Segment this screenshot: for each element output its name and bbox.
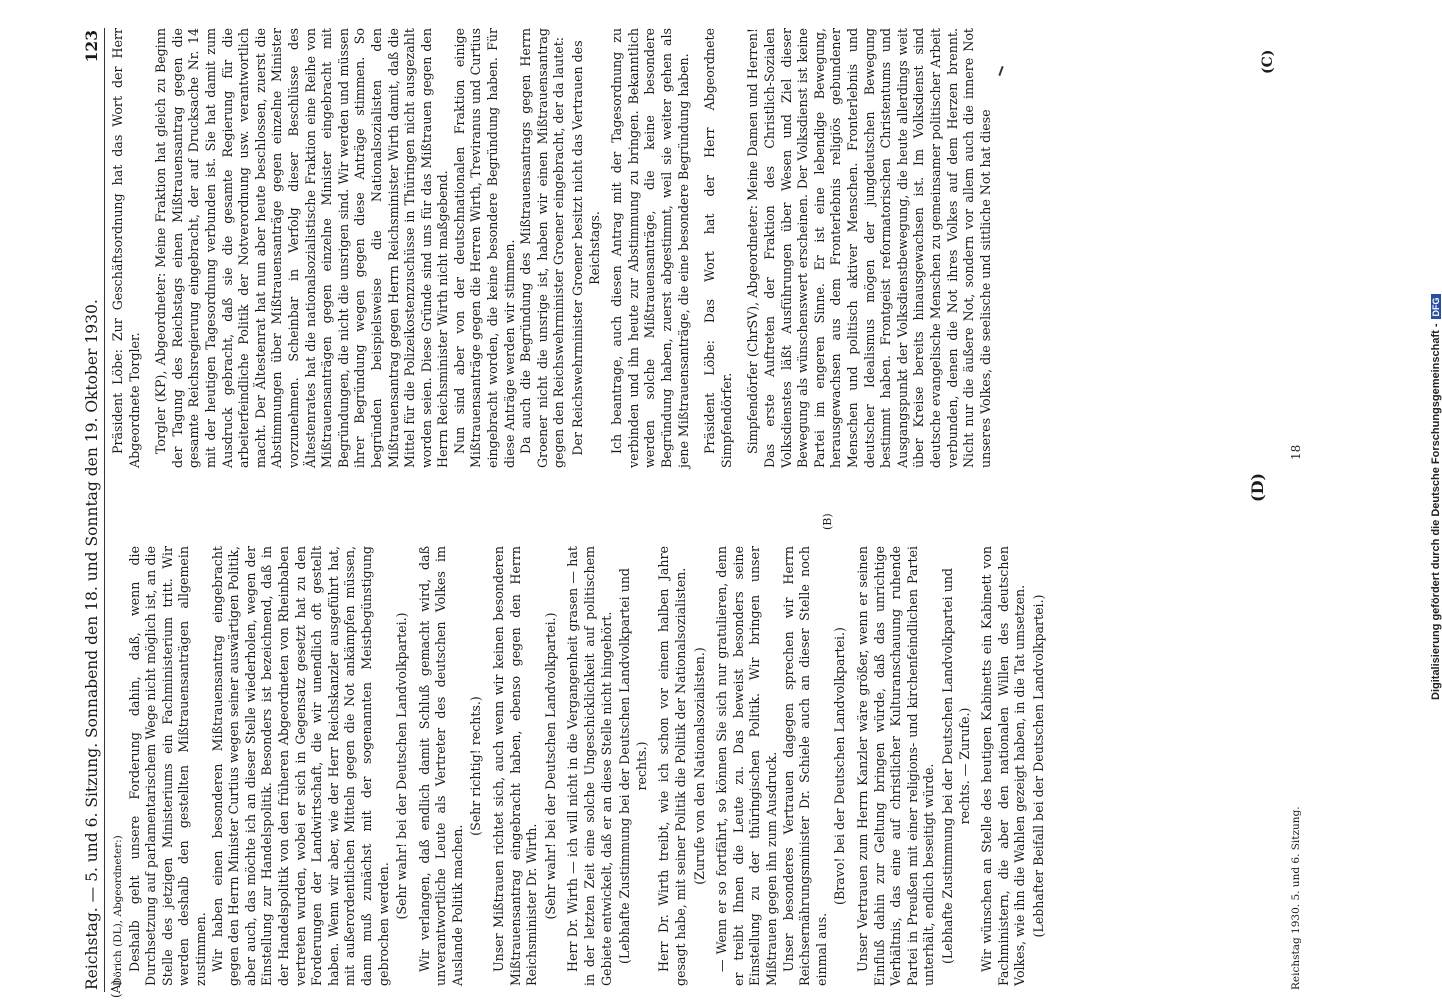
- margin-mark-c: (C): [1260, 49, 1276, 74]
- footer-imprint: Reichstag 1930. 5. und 6. Sitzung.: [1290, 806, 1302, 990]
- rotated-text-block: [80, 0, 1310, 1000]
- paragraph: Deshalb geht unsere Forderung dahin, daß, wenn die Durchsetzung auf parlamentarischem Wege nicht möglich ist, an die Stelle des jetzigen Ministeriums ein Fachministerium tritt. Wir werden deshalb den gestellten Mißtrauensanträgen allgemein zustimmen.: [126, 546, 208, 986]
- interjection: (Sehr wahr! bei der Deutschen Landvolkpartei.): [394, 612, 410, 920]
- paragraph: — Wenn er so fortfährt, so können Sie sich nur gratulieren, denn er treibt Ihnen die Leute zu. Das beweist besonders seine Einstellung zu der thüringischen Politik. Wir bringen unser Mißtrauen gegen ihn zum Ausdruck.: [714, 546, 779, 986]
- paragraph: Nun sind aber von der deutschnationalen Fraktion einige Mißtrauensanträge gegen die Herren Wirth, Treviranus und Curtius eingebracht worden, die keine besondere Begründung haben. Für diese Anträge werden wir stimmen.: [451, 28, 517, 468]
- paragraph: Wir wünschen an Stelle des heutigen Kabinetts ein Kabinett von Fachministern, die aber den nationalen Willen des deutschen Volkes, wie ihn die Wahlen gezeigt haben, in die Tat umsetzen.: [979, 546, 1028, 986]
- interjection: (Sehr wahr! bei der Deutschen Landvolkpartei.): [542, 612, 558, 920]
- paragraph: Unser besonderes Vertrauen dagegen sprechen wir Herrn Reichsernährungsminister Dr. Schiele auch an dieser Stelle noch einmal aus.: [780, 546, 829, 986]
- paragraph: Präsident Löbe: Zur Geschäftsordnung hat das Wort der Herr Abgeordnete Torgler.: [110, 28, 142, 468]
- interjection: (Bravo! bei der Deutschen Landvolkpartei.): [832, 627, 848, 905]
- interjection: (Lebhafter Beifall bei der Deutschen Landvolkpartei.): [1030, 594, 1046, 938]
- paragraph: Torgler (KP), Abgeordneter: Meine Fraktion hat gleich zu Beginn der Tagung des Reichstags einen Mißtrauensantrag gegen die gesamte Reichsregierung eingebracht, der auf Drucksache Nr. 14 mit der heutigen Tagesordnung verbunden ist. Sie hat damit zum Ausdruck gebracht, daß sie die gesamte Regierung für die arbeiterfeindliche Politik der Notverordnung usw. verantwortlich macht. Der Ältestenrat hat nun aber heute beschlossen, zuerst die Abstimmungen über Mißtrauensanträge gegen einzelne Minister vorzunehmen. Scheinbar in Verfolg dieser Beschlüsse des Ältestenrates hat die nationalsozialistische Fraktion eine Reihe von Mißtrauensanträgen gegen einzelne Minister eingebracht mit Begründungen, die nicht die unsrigen sind. Wir werden und müssen ihrer Begründung wegen gegen diese Anträge stimmen. So begründen beispielsweise die Nationalsozialisten den Mißtrauensantrag gegen Herrn Reichsminister Wirth damit, daß die Mittel für die Polizeikostenzuschüsse in Thüringen nicht ausgezahlt worden seien. Diese Gründe sind uns für das Mißtrauen gegen den Herrn Reichsminister Wirth nicht maßgebend.: [153, 28, 451, 468]
- paragraph: Präsident Löbe: Das Wort hat der Herr Abgeordnete Simpfendörfer.: [702, 28, 734, 468]
- sheet-number: 18: [1289, 444, 1303, 460]
- paragraph: Herr Dr. Wirth — ich will nicht in die Vergangenheit grasen — hat in der letzten Zeit eine solche Ungeschicklichkeit auf politischem Gebiete entwickelt, daß er an diese Stelle nicht hingehört.: [565, 546, 614, 986]
- header-rule: [104, 28, 105, 992]
- column-right: [110, 28, 994, 468]
- paragraph: Wir verlangen, daß endlich damit Schluß gemacht wird, daß unverantwortliche Leute als Vertreter des deutschen Volkes im Auslande Politik machen.: [416, 546, 465, 986]
- page-number: 123: [82, 30, 101, 63]
- margin-mark-a: (A): [109, 979, 123, 998]
- interjection: (Lebhafte Zustimmung bei der Deutschen Landvolkpartei und rechts. — Zurufe.): [939, 568, 972, 964]
- running-header: [84, 30, 106, 990]
- paragraph: Unser Vertrauen zum Herrn Kanzler wäre größer, wenn er seinen Einfluß dahin zur Geltung bringen würde, daß das unrichtige Verhältnis, das eine auf christlicher Kulturanschauung ruhende Partei in Preußen mit einer religions- und kirchenfeindlichen Partei unterhält, endlich beseitigt würde.: [854, 546, 937, 986]
- header-title: Reichstag. — 5. und 6. Sitzung. Sonnabend den 18. und Sonntag den 19. Oktober 1930.: [83, 299, 101, 990]
- paragraph: Simpfendörfer (ChrSV), Abgeordneter: Meine Damen und Herren! Das erste Auftreten der Fraktion des Christlich-Sozialen Volksdienstes läßt Ausführungen über Wesen und Ziel dieser Bewegung als wünschenswert erscheinen. Der Volksdienst ist keine Partei im engeren Sinne. Er ist eine lebendige Bewegung, herausgewachsen aus dem Fronterlebnis religiös gebundener Menschen und politisch aktiver Menschen. Fronterlebnis und deutscher Idealismus mögen der jungdeutschen Bewegung bestimmt haben. Frontgeist reformatorischen Christentums und Ausgangspunkt der Volksdienstbewegung, die heute allerdings weit über Kreise bereits hinausgewachsen ist. Im Volksdienst sind deutsche evangelische Menschen zu gemeinsamer politischer Arbeit verbunden, denen die Not ihres Volkes auf dem Herzen brennt. Nicht nur die äußere Not, sondern vor allem auch die innere Not unseres Volkes, die seelische und sittliche Not hat diese: [745, 28, 993, 468]
- speaker-line: Dörich (DL), Abgeordneter:): [112, 835, 124, 986]
- paragraph: Herr Dr. Wirth treibt, wie ich schon vor einem halben Jahre gesagt habe, mit seiner Politik die Politik der Nationalsozialisten.: [656, 546, 688, 986]
- quoted-motion: Der Reichswehrminister Groener besitzt nicht das Vertrauen des Reichstags.: [570, 40, 602, 456]
- paragraph: Unser Mißtrauen richtet sich, auch wenn wir keinen besonderen Mißtrauensantrag eingebracht haben, ebenso gegen den Herrn Reichsminister Dr. Wirth.: [491, 546, 540, 986]
- interjection: (Lebhafte Zustimmung bei der Deutschen Landvolkpartei und rechts.): [617, 568, 649, 964]
- paragraph: Wir haben einen besonderen Mißtrauensantrag eingebracht gegen den Herrn Minister Curtius wegen seiner auswärtigen Politik, aber auch, das möchte ich an dieser Stelle wiederholen, wegen der Einstellung zur Handelspolitik. Besonders ist bezeichnend, daß in der Handelspolitik von den früheren Abgeordneten von Rheinbaben vertreten wurden, wobei er sich in Gegensatz gesetzt hat zu den Forderungen der Landwirtschaft, die wir unendlich oft gestellt haben. Wenn wir aber, wie der Herr Reichskanzler ausgeführt hat, mit außerordentlichen Mitteln gegen die Not ankämpfen müssen, dann muß zunächst mit der sogenannten Meistbegünstigung gebrochen werden.: [209, 546, 391, 986]
- interjection: (Sehr richtig! rechts.): [468, 696, 484, 836]
- margin-mark-d: (D): [1248, 472, 1267, 502]
- interjection: (Zurufe von den Nationalsozialisten.): [691, 647, 707, 885]
- paragraph: Da auch die Begründung des Mißtrauensantrags gegen Herrn Groener nicht die unsrige ist, haben wir einen Mißtrauensantrag gegen den Reichswehrminister Groener eingebracht, der da lautet:: [518, 28, 567, 468]
- margin-mark-b: (B): [821, 513, 834, 530]
- column-left: [110, 546, 1053, 986]
- dfg-logo: DFG: [1431, 294, 1441, 319]
- funding-note: [1430, 0, 1442, 700]
- funding-text: Digitalisierung gefördert durch die Deutsche Forschungsgemeinschaft -: [1430, 323, 1442, 700]
- paragraph: Ich beantrage, auch diesen Antrag mit der Tagesordnung zu verbinden und ihn heute zur Abstimmung zu bringen. Bekanntlich werden solche Mißtrauensanträge, die keine besondere Begründung haben, zuerst abgestimmt, weil sie weiter gehen als jene Mißtrauensanträge, die eine besondere Begründung haben.: [609, 28, 691, 468]
